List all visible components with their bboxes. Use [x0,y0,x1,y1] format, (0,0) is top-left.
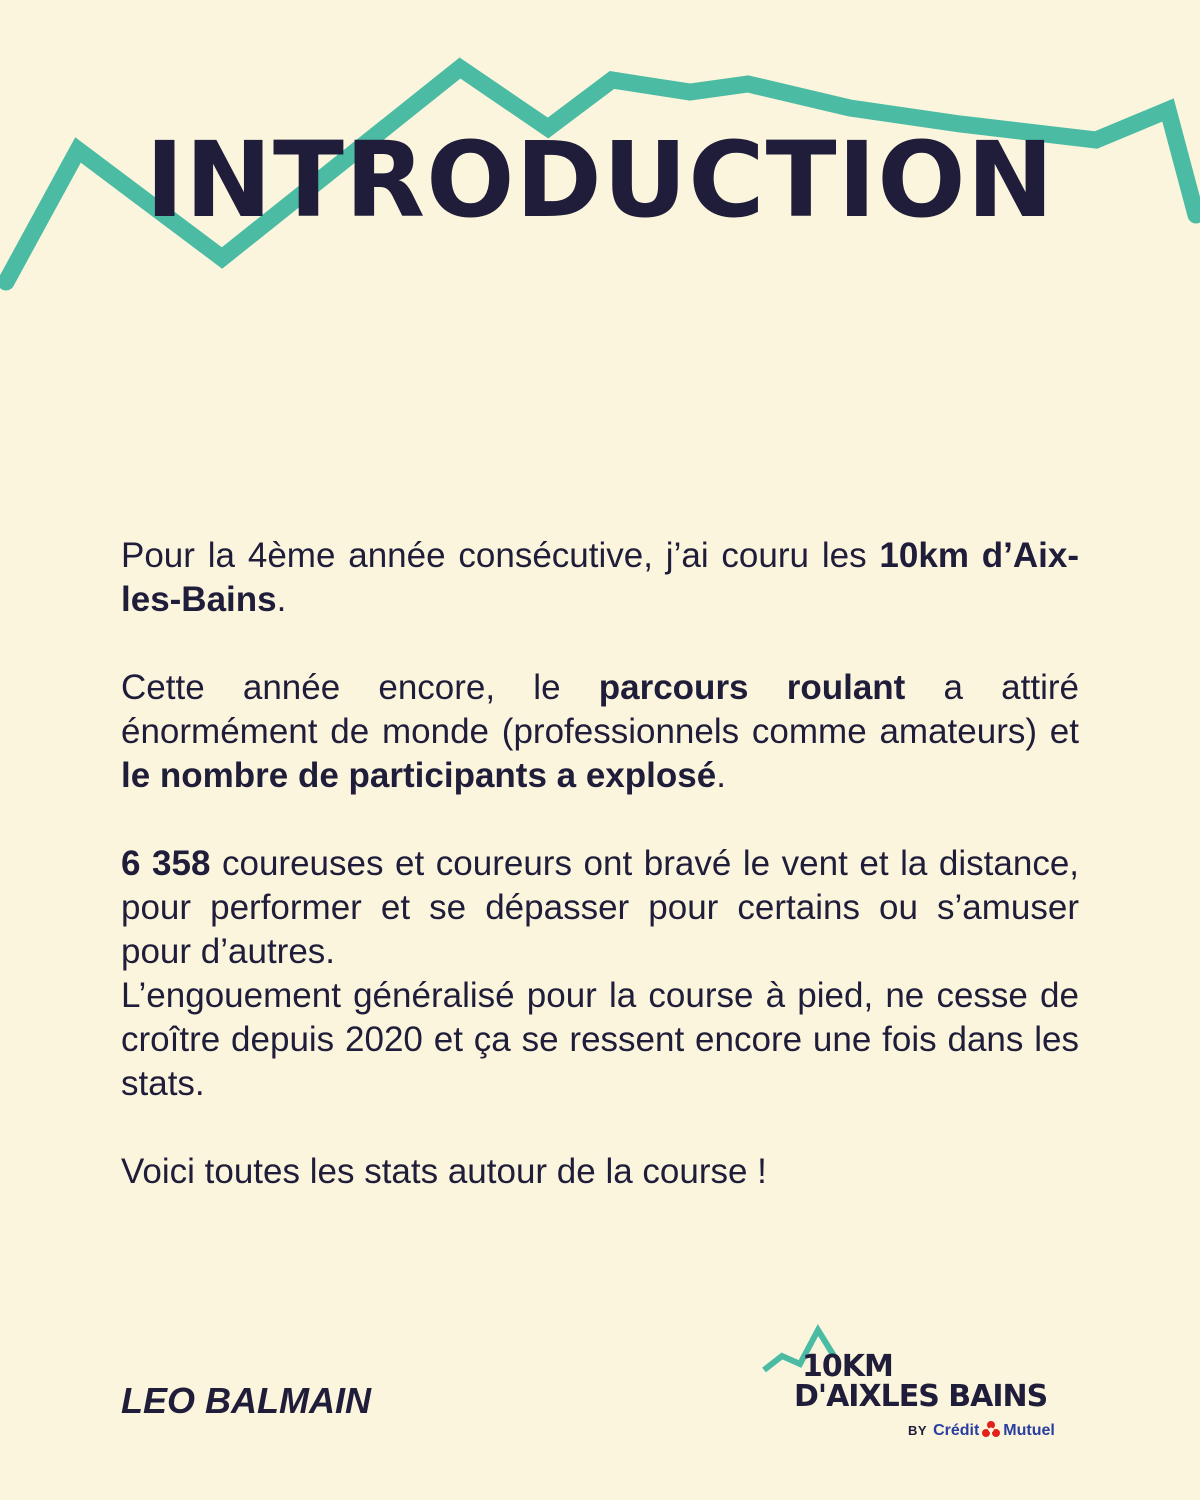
race-logo [760,1322,1080,1447]
participants-highlight: le nombre de participants a explosé [121,756,717,795]
credit-mutuel-icon [981,1420,1001,1438]
course-highlight: parcours roulant [598,668,906,707]
paragraph-2: Cette année encore, le parcours roulant a attiré énormément de monde (professionnels comme amateurs) et le nombre de participants a explosé. [121,668,1079,795]
logo-sponsor: BY Crédit Mutuel [908,1422,1055,1439]
logo-distance: 10KM [802,1349,893,1384]
paragraph-1: Pour la 4ème année consécutive, j’ai couru les 10km d’Aix-les-Bains. [121,536,1080,619]
paragraph-5: Voici toutes les stats autour de la course ! [121,1152,767,1191]
race-name: 10km d’Aix-les-Bains [121,536,1080,619]
intro-text [121,534,1079,1194]
author-name: LEO BALMAIN [121,1380,371,1421]
paragraph-3: 6 358 coureuses et coureurs ont bravé le vent et la distance, pour performer et se dépasser pour certains ou s’amuser pour d’autres. [121,844,1080,971]
page-title: INTRODUCTION [145,119,1055,241]
participant-count: 6 358 [121,844,211,883]
logo-city: D'AIXLES BAINS [794,1379,1048,1414]
paragraph-4: L’engouement généralisé pour la course à pied, ne cesse de croître depuis 2020 et ça se ressent encore une fois dans les stats. [121,976,1079,1103]
